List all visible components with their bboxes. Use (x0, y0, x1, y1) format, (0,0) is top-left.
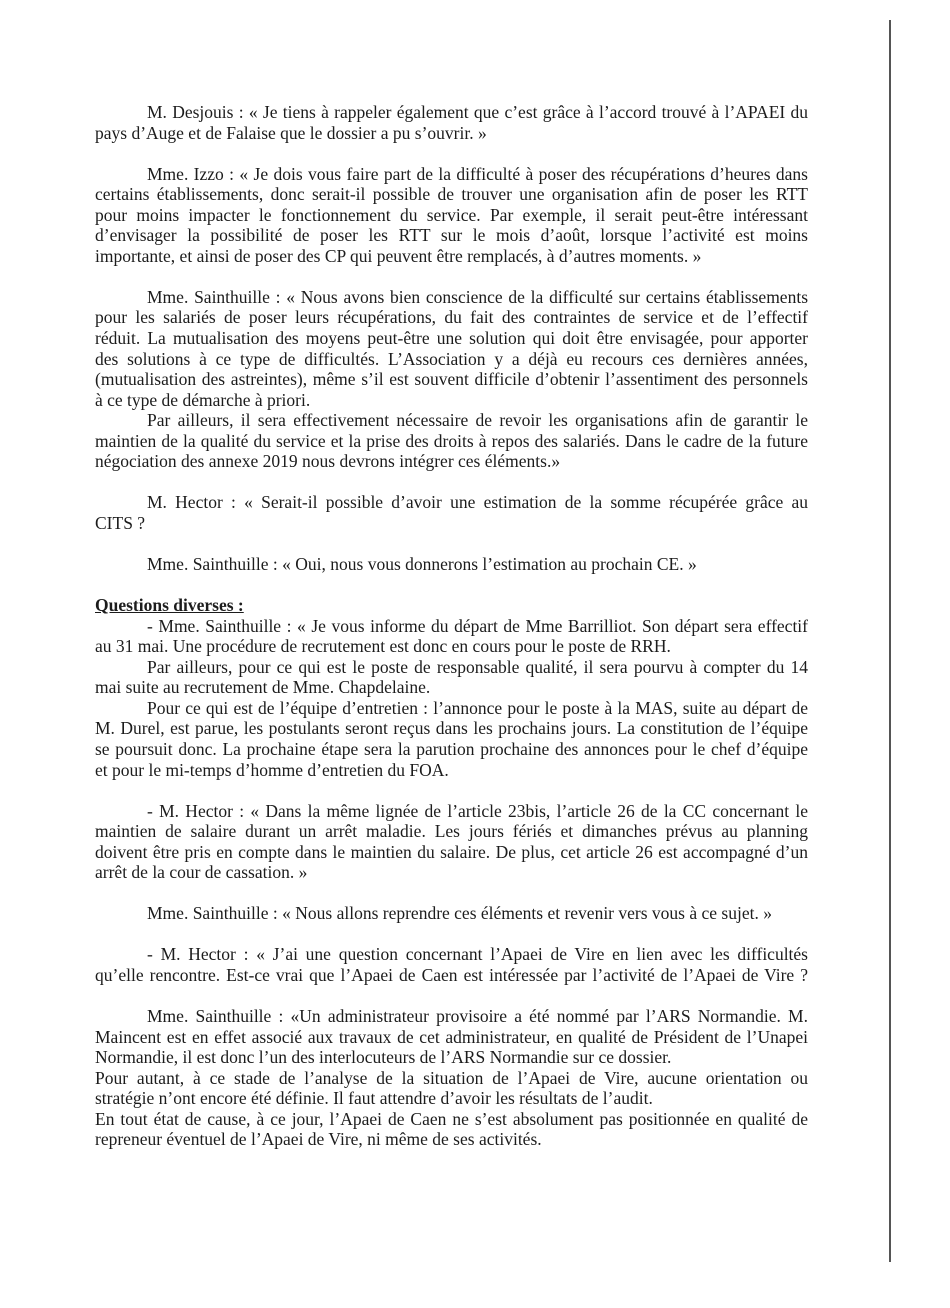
paragraph-hector-3 (95, 944, 808, 985)
text-line: négociation des annexe 2019 nous devrons intégrer ces éléments.» (95, 451, 561, 472)
text-line: Par ailleurs, pour ce qui est le poste de responsable qualité, il sera pourvu à compter du 14 (147, 656, 808, 677)
text-line: - M. Hector : « Dans la même lignée de l’article 23bis, l’article 26 de la CC concernant le (147, 800, 808, 821)
paragraph-izzo (95, 164, 808, 267)
document-page (95, 102, 808, 1150)
text-line: et pour le mi-temps d’homme d’entretien du FOA. (95, 759, 449, 780)
text-line: - M. Hector : « J’ai une question concernant l’Apaei de Vire en lien avec les difficultés (147, 944, 808, 965)
text-line: Par ailleurs, il sera effectivement nécessaire de revoir les organisations afin de garantir le (147, 410, 808, 431)
text-line: se poursuit donc. La prochaine étape sera la parution prochaine des annonces pour le chef d’équipe (95, 738, 808, 759)
text-line: au 31 mai. Une procédure de recrutement est donc en cours pour le poste de RRH. (95, 636, 671, 657)
paragraph-desjouis (95, 102, 808, 143)
text-line: Maincent est en effet associé aux travaux de cet administrateur, en qualité de Président de l’Unapei (95, 1026, 808, 1047)
text-line: pour les salariés de poser leurs récupérations, du fait des contraintes de service et de l’effectif (95, 307, 808, 328)
paragraph-sainthuille-1 (95, 287, 808, 472)
text-line: certains établissements, donc serait-il possible de trouver une organisation afin de poser les RTT (95, 184, 808, 205)
paragraph-sainthuille-3 (95, 903, 808, 924)
scan-edge-line (889, 20, 891, 1262)
text-line: qu’elle rencontre. Est-ce vrai que l’Apaei de Caen est intéressée par l’activité de l’Apaei de Vire ? (95, 964, 808, 985)
section-heading: Questions diverses : (95, 595, 244, 616)
text-line: mai suite au recrutement de Mme. Chapdelaine. (95, 677, 431, 698)
text-line: à ce type de démarche à priori. (95, 389, 311, 410)
text-line: des solutions à ce type de difficultés. L’Association y a déjà eu recours ces dernières années, (95, 348, 808, 369)
text-line: maintien de salaire durant un arrêt maladie. Les jours fériés et dimanches prévus au planning (95, 821, 808, 842)
text-line: Pour ce qui est de l’équipe d’entretien : l’annonce pour le poste à la MAS, suite au départ de (147, 697, 808, 718)
text-line: Mme. Izzo : « Je dois vous faire part de la difficulté à poser des récupérations d’heures dans (147, 163, 808, 184)
paragraph-hector-1 (95, 492, 808, 533)
paragraph-spacer (95, 986, 808, 1007)
text-line: pays d’Auge et de Falaise que le dossier a pu s’ouvrir. » (95, 122, 487, 143)
paragraph-spacer (95, 472, 808, 493)
paragraph-spacer (95, 883, 808, 904)
text-line: M. Desjouis : « Je tiens à rappeler également que c’est grâce à l’accord trouvé à l’APAEI du (147, 102, 808, 122)
paragraph-sainthuille-2 (95, 554, 808, 575)
text-line: réduit. La mutualisation des moyens peut-être une solution qui doit être envisagée, pour apporter (95, 328, 808, 349)
text-line: M. Hector : « Serait-il possible d’avoir une estimation de la somme récupérée grâce au (147, 492, 808, 513)
paragraph-spacer (95, 143, 808, 164)
text-line: pour moins impacter le fonctionnement du service. Par exemple, il serait peut-être intéressant (95, 204, 808, 225)
paragraph-spacer (95, 924, 808, 945)
text-line: (mutualisation des astreintes), même s’il est souvent difficile d’obtenir l’assentiment des personnels (95, 369, 808, 390)
text-line: arrêt de la cour de cassation. » (95, 862, 308, 883)
text-line: CITS ? (95, 512, 146, 533)
paragraph-hector-2 (95, 801, 808, 883)
paragraph-spacer (95, 266, 808, 287)
text-line: Mme. Sainthuille : « Nous avons bien conscience de la difficulté sur certains établissements (147, 286, 808, 307)
text-line: importante, et ainsi de poser des CP qui peuvent être remplacés, à d’autres moments. » (95, 245, 702, 266)
text-line: stratégie n’ont encore été définie. Il faut attendre d’avoir les résultats de l’audit. (95, 1088, 653, 1109)
text-line: maintien de la qualité du service et la prise des droits à repos des salariés. Dans le cadre de la future (95, 430, 808, 451)
paragraph-spacer (95, 533, 808, 554)
text-line: M. Durel, est parue, les postulants seront reçus dans les prochains jours. La constitution de l’équipe (95, 718, 808, 739)
text-line: - Mme. Sainthuille : « Je vous informe du départ de Mme Barrilliot. Son départ sera effectif (147, 615, 808, 636)
paragraph-spacer (95, 780, 808, 801)
text-line: Mme. Sainthuille : « Oui, nous vous donnerons l’estimation au prochain CE. » (147, 554, 697, 575)
paragraph-sainthuille-4 (95, 1006, 808, 1150)
text-line: d’envisager la possibilité de poser les RTT sur le mois d’août, lorsque l’activité est moins (95, 225, 808, 246)
paragraph-spacer (95, 575, 808, 596)
text-line: doivent être pris en compte dans le maintien du salaire. De plus, cet article 26 est accompagné d’un (95, 841, 808, 862)
text-line: En tout état de cause, à ce jour, l’Apaei de Caen ne s’est absolument pas positionnée en qualité de (95, 1108, 808, 1129)
text-line: repreneur éventuel de l’Apaei de Vire, ni même de ses activités. (95, 1129, 542, 1150)
text-line: Mme. Sainthuille : « Nous allons reprendre ces éléments et revenir vers vous à ce sujet. » (147, 903, 772, 924)
text-line: Mme. Sainthuille : «Un administrateur provisoire a été nommé par l’ARS Normandie. M. (147, 1006, 808, 1027)
text-line: Pour autant, à ce stade de l’analyse de la situation de l’Apaei de Vire, aucune orientation ou (95, 1067, 808, 1088)
text-line: Normandie, il est donc l’un des interlocuteurs de l’ARS Normandie sur ce dossier. (95, 1047, 672, 1068)
paragraph-questions-diverses (95, 616, 808, 780)
